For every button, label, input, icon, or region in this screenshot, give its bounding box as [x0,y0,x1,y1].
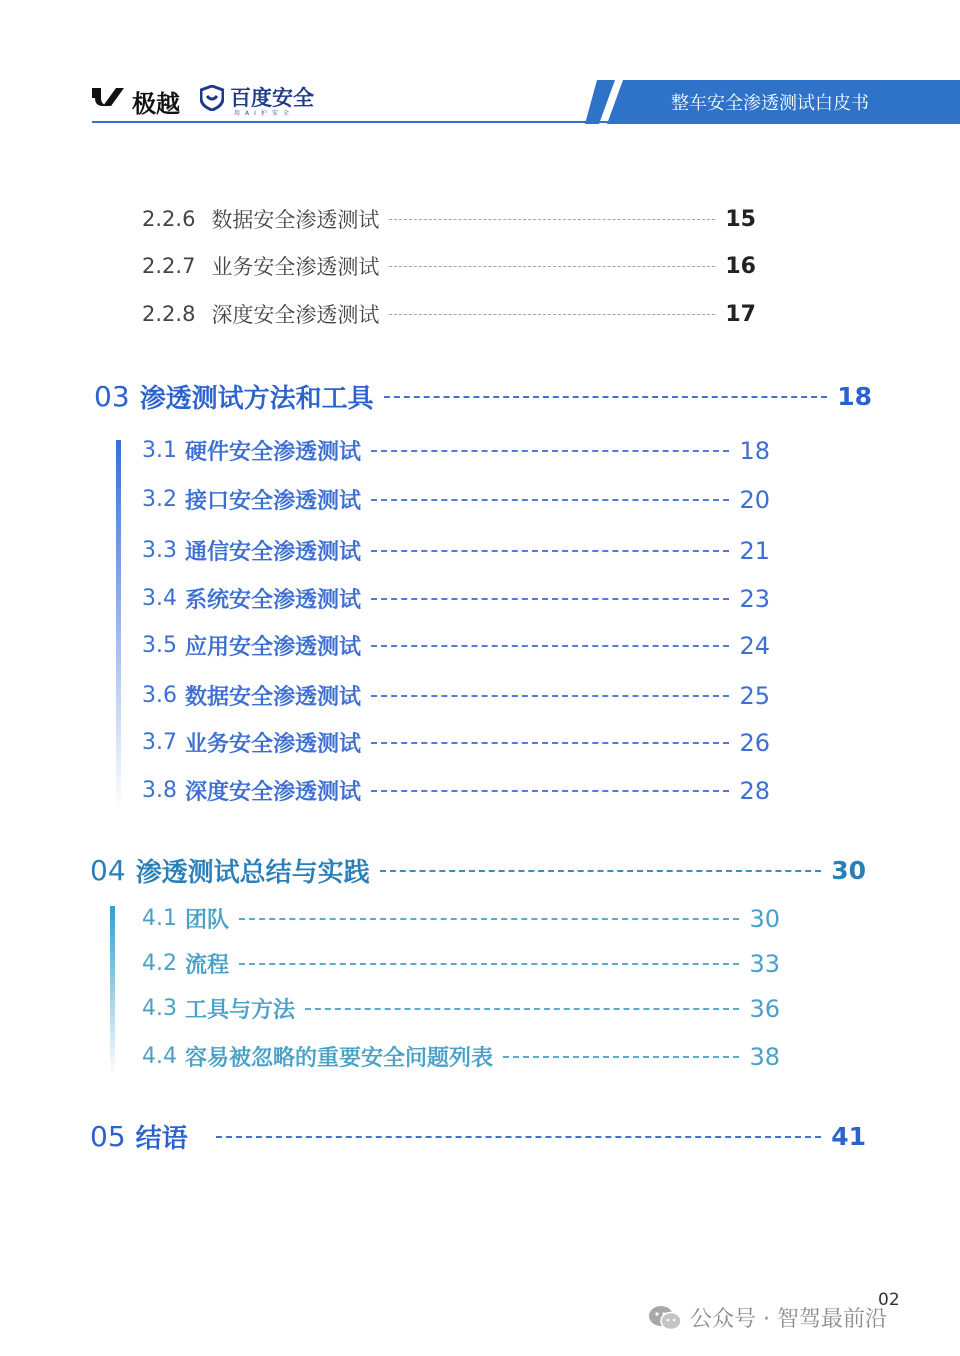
toc-leader [371,645,729,647]
chapter-page: 18 [837,382,872,411]
toc-title: 通信安全渗透测试 [185,540,362,565]
toc-page: 21 [739,536,770,565]
toc-page: 30 [749,904,780,933]
toc-entry[interactable] [142,680,770,711]
toc-number: 3.7 [142,730,177,755]
toc-entry[interactable] [142,435,770,466]
brand-baidu-security: 百度安全 [230,86,314,110]
wechat-watermark [648,1302,887,1333]
chapter-04-accent-bar [110,906,115,1076]
toc-title: 接口安全渗透测试 [185,489,362,514]
jiyue-logo-icon [92,86,124,108]
wechat-icon [648,1305,682,1331]
toc-leader [371,790,729,792]
toc-title: 业务安全渗透测试 [185,732,362,757]
toc-entry[interactable] [142,204,756,234]
toc-title: 数据安全渗透测试 [185,685,362,710]
toc-entry[interactable] [142,993,780,1024]
toc-number: 4.3 [142,996,177,1021]
toc-number: 3.4 [142,586,177,611]
toc-chapter-04[interactable] [90,852,866,889]
toc-title: 深度安全渗透测试 [211,303,380,327]
toc-page: 16 [725,253,756,279]
toc-title: 业务安全渗透测试 [211,255,380,279]
toc-entry[interactable] [142,775,770,806]
chapter-number: 04 [90,854,126,887]
shield-icon [200,85,224,111]
toc-page: 23 [739,584,770,613]
document-title: 整车安全渗透测试白皮书 [671,93,869,114]
toc-chapter-05[interactable] [90,1118,866,1155]
toc-title: 数据安全渗透测试 [211,208,380,232]
toc-leader [239,963,739,965]
brand-jiyue: 极越 [132,90,180,118]
toc-page: 33 [749,949,780,978]
toc-leader [389,266,715,267]
toc-number: 3.2 [142,487,177,512]
toc-leader [389,314,715,315]
toc-entry[interactable] [142,1041,780,1072]
toc-leader [239,918,739,920]
toc-number: 2.2.7 [142,254,196,278]
toc-leader [371,695,729,697]
toc-leader [371,598,729,600]
page-header [0,0,960,130]
toc-leader [384,396,828,398]
toc-entry[interactable] [142,630,770,661]
toc-entry[interactable] [142,484,770,515]
toc-leader [305,1008,739,1010]
toc-page: 26 [739,728,770,757]
toc-entry[interactable] [142,727,770,758]
toc-entry[interactable] [142,583,770,614]
toc-title: 容易被忽略的重要安全问题列表 [185,1046,494,1071]
toc-leader [389,219,715,220]
toc-title: 硬件安全渗透测试 [185,440,362,465]
toc-entry[interactable] [142,903,780,934]
toc-page: 20 [739,485,770,514]
toc-title: 团队 [185,908,230,933]
toc-entry[interactable] [142,251,756,281]
toc-number: 3.3 [142,538,177,563]
toc-entry[interactable] [142,299,756,329]
toc-leader [380,870,822,872]
brand-baidu-slogan: 用AI护安全 [234,110,294,117]
toc-leader [503,1056,739,1058]
toc-leader [371,550,729,552]
toc-number: 4.2 [142,951,177,976]
toc-page: 18 [739,436,770,465]
toc-title: 系统安全渗透测试 [185,588,362,613]
toc-title: 流程 [185,953,230,978]
watermark-text: 公众号 · 智驾最前沿 [690,1307,887,1332]
chapter-number: 03 [94,380,130,413]
toc-title: 应用安全渗透测试 [185,635,362,660]
toc-page: 28 [739,776,770,805]
toc-number: 2.2.8 [142,302,196,326]
chapter-03-accent-bar [116,440,121,810]
chapter-number: 05 [90,1120,126,1153]
chapter-title: 渗透测试方法和工具 [139,384,374,414]
toc-page: 36 [749,994,780,1023]
toc-number: 3.1 [142,438,177,463]
chapter-title: 渗透测试总结与实践 [135,858,370,888]
toc-leader [371,499,729,501]
toc-leader [216,1136,822,1138]
toc-number: 4.1 [142,906,177,931]
toc-number: 3.5 [142,633,177,658]
page-number: 02 [878,1290,900,1310]
chapter-title: 结语 [135,1124,188,1154]
toc-page: 25 [739,681,770,710]
toc-number: 3.6 [142,683,177,708]
toc-entry[interactable] [142,948,780,979]
toc-title: 深度安全渗透测试 [185,780,362,805]
toc-number: 2.2.6 [142,207,196,231]
toc-page: 17 [725,301,756,327]
chapter-page: 41 [831,1122,866,1151]
toc-leader [371,742,729,744]
toc-leader [371,450,729,452]
toc-page: 24 [739,631,770,660]
toc-page: 38 [749,1042,780,1071]
toc-number: 4.4 [142,1044,177,1069]
toc-page: 15 [725,206,756,232]
toc-chapter-03[interactable] [94,378,872,415]
toc-entry[interactable] [142,535,770,566]
header-divider [92,121,612,123]
toc-number: 3.8 [142,778,177,803]
chapter-page: 30 [831,856,866,885]
toc-title: 工具与方法 [185,998,296,1023]
